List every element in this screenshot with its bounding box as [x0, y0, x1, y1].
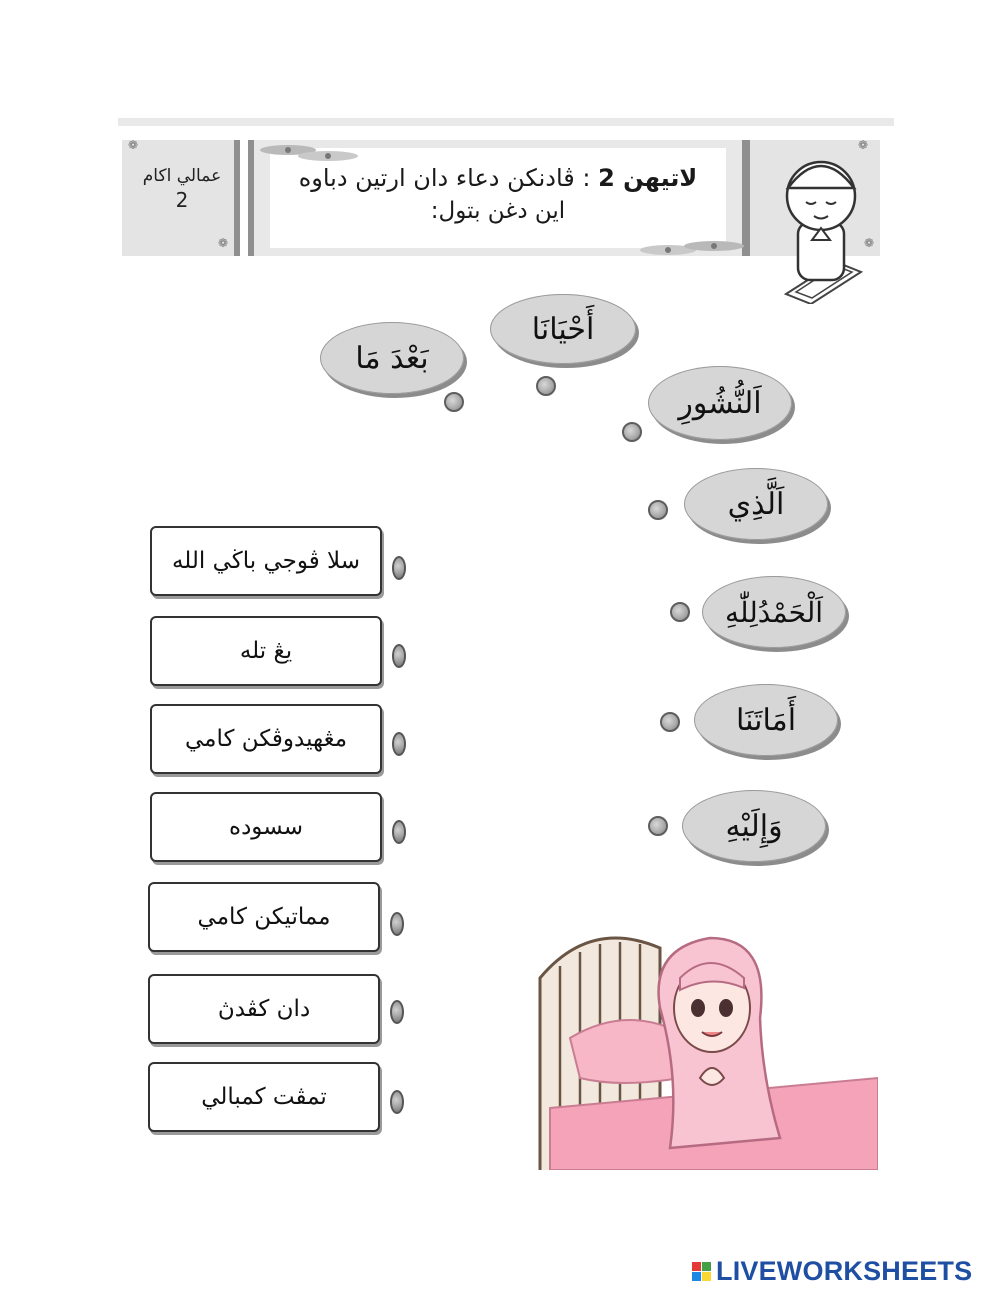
- exercise-subtitle: اين دغن بتول:: [430, 198, 566, 224]
- floral-ornament-icon: [258, 142, 368, 166]
- match-dot-wailaihi[interactable]: [648, 816, 668, 836]
- arabic-word: أَحْيَانَا: [531, 311, 595, 347]
- match-dot-meaning-1[interactable]: [392, 556, 406, 580]
- meaning-text: تمڤت كمبالي: [201, 1084, 327, 1110]
- meaning-box[interactable]: [150, 616, 382, 686]
- arabic-word: أَمَاتَنَا: [735, 702, 797, 738]
- brand-name: LIVEWORKSHEETS: [716, 1256, 973, 1286]
- exercise-instruction: : ڤادنكن دعاء دان ارتين دباوه: [298, 164, 599, 192]
- exercise-number: لاتيهن 2: [598, 164, 698, 192]
- word-oval-ahyana[interactable]: [490, 294, 636, 364]
- flower-ornament-icon: ❁: [218, 236, 229, 250]
- meaning-text: سلا ڤوجي باڬي الله: [171, 548, 361, 574]
- worksheet: [118, 118, 894, 1171]
- word-oval-alhamdulillah[interactable]: [702, 576, 846, 648]
- match-dot-meaning-4[interactable]: [392, 820, 406, 844]
- match-dot-ahyana[interactable]: [536, 376, 556, 396]
- meaning-text: مڠهيدوڤكن كامي: [184, 726, 348, 752]
- match-dot-ba3da-ma[interactable]: [444, 392, 464, 412]
- liveworksheets-logo: [692, 1256, 972, 1287]
- word-oval-amatana[interactable]: [694, 684, 838, 756]
- match-dot-alladhi[interactable]: [648, 500, 668, 520]
- meaning-text: دان كڤدڽ: [217, 996, 311, 1022]
- meaning-box[interactable]: [148, 974, 380, 1044]
- meaning-text: يڠ تله: [239, 638, 293, 664]
- meaning-text: سسوده: [229, 814, 303, 840]
- arabic-word: اَلْحَمْدُلِلّٰهِ: [724, 595, 824, 629]
- word-oval-ba3da-ma[interactable]: [320, 322, 464, 394]
- arabic-word: اَلنُّشُورِ: [678, 385, 762, 421]
- meaning-box[interactable]: [150, 704, 382, 774]
- match-dot-meaning-3[interactable]: [392, 732, 406, 756]
- match-dot-meaning-5[interactable]: [390, 912, 404, 936]
- girl-praying-in-bed-illustration: [530, 908, 878, 1170]
- praying-boy-illustration: [766, 144, 876, 304]
- match-dot-meaning-6[interactable]: [390, 1000, 404, 1024]
- meaning-box[interactable]: [148, 1062, 380, 1132]
- brand-mark-icon: [692, 1262, 712, 1282]
- match-dot-amatana[interactable]: [660, 712, 680, 732]
- amali-number: 2: [175, 188, 189, 212]
- word-oval-annushur[interactable]: [648, 366, 792, 440]
- match-dot-meaning-7[interactable]: [390, 1090, 404, 1114]
- arabic-word: وَإِلَيْهِ: [725, 808, 783, 844]
- arabic-word: اَلَّذِي: [727, 486, 785, 522]
- meaning-box[interactable]: [148, 882, 380, 952]
- floral-ornament-icon: [638, 238, 748, 262]
- meaning-box[interactable]: [150, 526, 382, 596]
- flower-ornament-icon: ❁: [864, 236, 875, 250]
- arabic-word: بَعْدَ مَا: [355, 340, 429, 376]
- match-dot-alhamdulillah[interactable]: [670, 602, 690, 622]
- meaning-box[interactable]: [150, 792, 382, 862]
- amali-label: عمالي اكام: [142, 166, 222, 186]
- match-dot-meaning-2[interactable]: [392, 644, 406, 668]
- amali-label-block: [132, 164, 232, 212]
- flower-ornament-icon: ❁: [128, 138, 139, 152]
- flower-ornament-icon: ❁: [858, 138, 869, 152]
- word-oval-alladhi[interactable]: [684, 468, 828, 540]
- word-oval-wailaihi[interactable]: [682, 790, 826, 862]
- exercise-title: [270, 164, 726, 192]
- match-dot-annushur[interactable]: [622, 422, 642, 442]
- meaning-text: مماتيكن كامي: [197, 904, 331, 930]
